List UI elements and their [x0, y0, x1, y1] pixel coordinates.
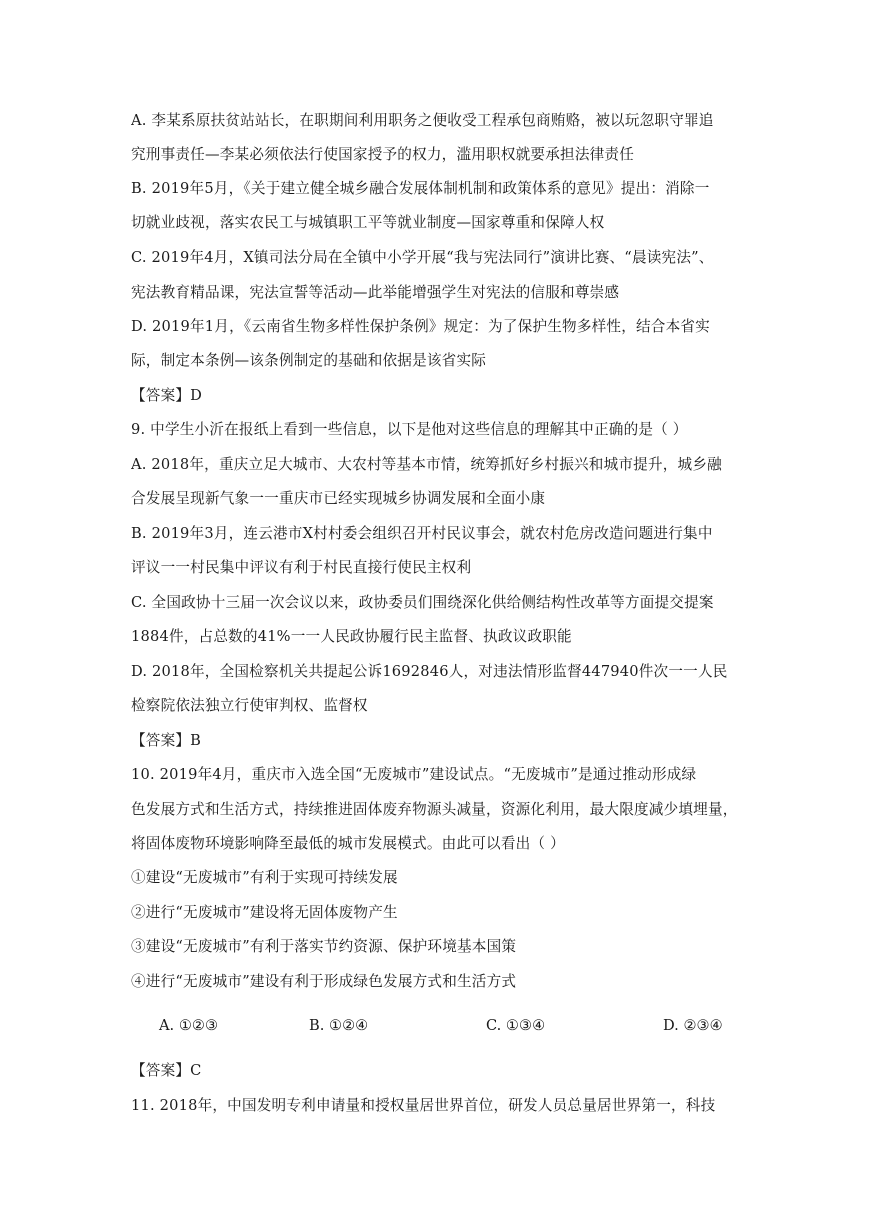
- q9-option-b-line-1: B. 2019年3月，连云港市X村村委会组织召开村民议事会，就农村危房改造问题进行集中: [131, 525, 713, 542]
- q9-option-a-line-2: 合发展呈现新气象一一重庆市已经实现城乡协调发展和全面小康: [131, 490, 546, 507]
- q10-answer: 【答案】C: [131, 1062, 202, 1079]
- q10-statement-1: ①建设“无废城市”有利于实现可持续发展: [131, 869, 398, 886]
- q9-option-c-line-2: 1884件，占总数的41%一一人民政协履行民主监督、执政议政职能: [131, 628, 572, 645]
- q10-option-a: A. ①②③: [159, 1017, 219, 1034]
- q10-options-row: [131, 1016, 741, 1036]
- q8-option-c-line-1: C. 2019年4月，X镇司法分局在全镇中小学开展“我与宪法同行”演讲比赛、“晨读宪法”、: [131, 249, 714, 266]
- q8-option-d-line-1: D. 2019年1月，《云南省生物多样性保护条例》规定：为了保护生物多样性，结合本省实: [131, 318, 710, 335]
- q10-statement-4: ④进行“无废城市”建设有利于形成绿色发展方式和生活方式: [131, 973, 517, 990]
- q10-stem-line-3: 将固体废物环境影响降至最低的城市发展模式。由此可以看出（ ）: [131, 835, 565, 852]
- q10-option-b: B. ①②④: [309, 1017, 369, 1034]
- q8-option-c-line-2: 宪法教育精品课，宪法宣誓等活动—此举能增强学生对宪法的信服和尊崇感: [131, 284, 620, 301]
- q9-option-d-line-1: D. 2018年，全国检察机关共提起公诉1692846人，对违法情形监督447940件次一一人民: [131, 663, 728, 680]
- q8-option-a-line-2: 究刑事责任—李某必须依法行使国家授予的权力，滥用职权就要承担法律责任: [131, 146, 634, 163]
- q8-option-b-line-2: 切就业歧视，落实农民工与城镇职工平等就业制度—国家尊重和保障人权: [131, 214, 605, 231]
- q10-statement-2: ②进行“无废城市”建设将无固体废物产生: [131, 904, 398, 921]
- q10-stem-line-2: 色发展方式和生活方式，持续推进固体废弃物源头减量，资源化利用，最大限度减少填埋量，: [131, 801, 738, 818]
- q8-option-b-line-1: B. 2019年5月，《关于建立健全城乡融合发展体制机制和政策体系的意见》提出：消除一: [131, 180, 710, 197]
- q10-stem-line-1: 10. 2019年4月，重庆市入选全国“无废城市”建设试点。“无废城市”是通过推动形成绿: [131, 766, 697, 783]
- q10-statement-3: ③建设“无废城市”有利于落实节约资源、保护环境基本国策: [131, 938, 517, 955]
- q10-option-c: C. ①③④: [486, 1017, 546, 1034]
- q9-option-b-line-2: 评议一一村民集中评议有利于村民直接行使民主权利: [131, 559, 472, 576]
- q8-option-a-line-1: A. 李某系原扶贫站站长，在职期间利用职务之便收受工程承包商贿赂，被以玩忽职守罪追: [131, 112, 714, 129]
- q10-option-d: D. ②③④: [663, 1017, 723, 1034]
- q8-answer: 【答案】D: [131, 387, 203, 404]
- q9-stem: 9. 中学生小沂在报纸上看到一些信息，以下是他对这些信息的理解其中正确的是（ ）: [131, 421, 688, 438]
- q11-stem-line-1: 11. 2018年，中国发明专利申请量和授权量居世界首位，研发人员总量居世界第一，科技: [131, 1097, 716, 1114]
- q9-option-d-line-2: 检察院依法独立行使审判权、监督权: [131, 697, 368, 714]
- q8-option-d-line-2: 际，制定本条例—该条例制定的基础和依据是该省实际: [131, 352, 487, 369]
- q9-option-c-line-1: C. 全国政协十三届一次会议以来，政协委员们围绕深化供给侧结构性改革等方面提交提案: [131, 594, 714, 611]
- q9-option-a-line-1: A. 2018年，重庆立足大城市、大农村等基本市情，统筹抓好乡村振兴和城市提升，城乡融: [131, 456, 722, 473]
- q9-answer: 【答案】B: [131, 732, 202, 749]
